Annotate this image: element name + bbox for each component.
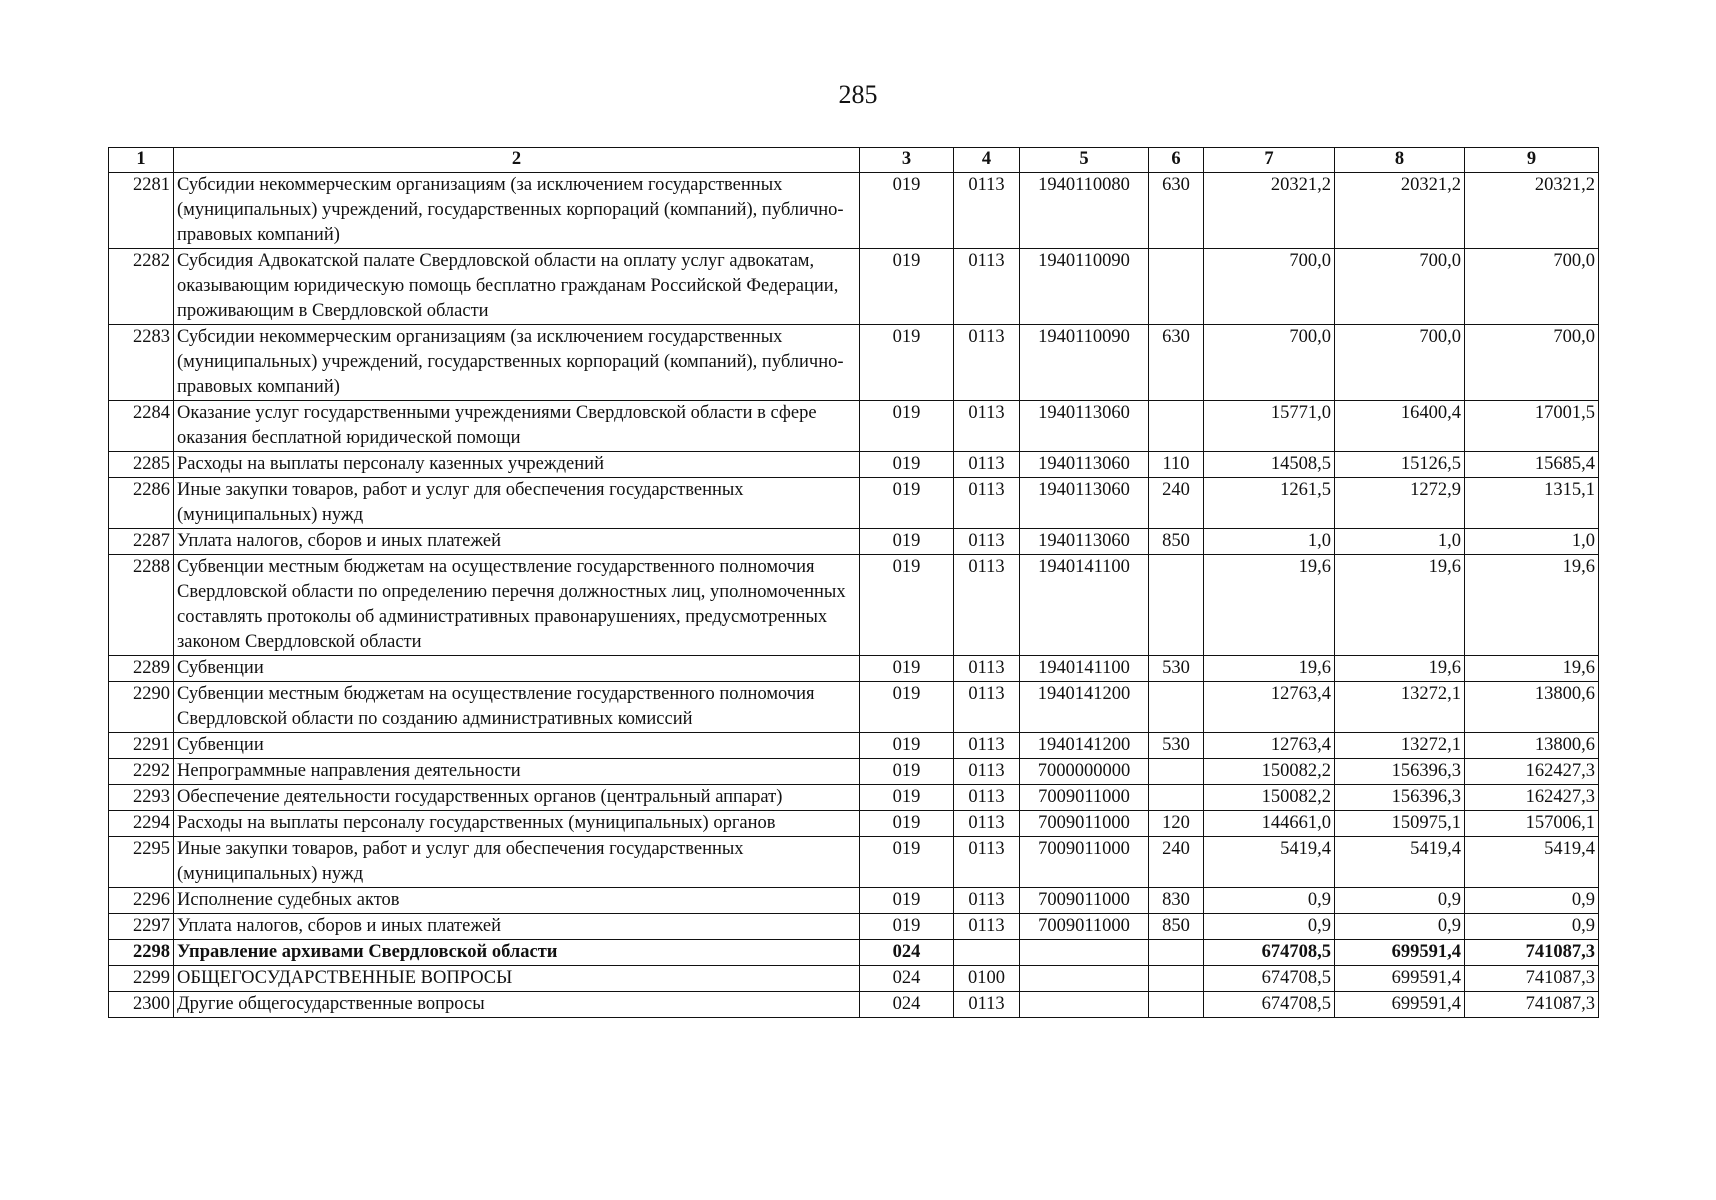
row-number: 2291 (109, 733, 174, 759)
amount-col-9: 162427,3 (1465, 785, 1599, 811)
row-name: Субсидии некоммерческим организациям (за исключением государственных (муниципальных) учреждений, государственных корпораций (компаний), публично-правовых компаний) (174, 173, 860, 249)
row-number: 2290 (109, 682, 174, 733)
row-number: 2299 (109, 966, 174, 992)
budget-table (108, 147, 1599, 1018)
target-article-code: 1940113060 (1020, 478, 1149, 529)
column-header: 4 (954, 148, 1020, 173)
table-row (109, 173, 1599, 249)
section-code: 0113 (954, 785, 1020, 811)
amount-col-9: 17001,5 (1465, 401, 1599, 452)
amount-col-8: 700,0 (1335, 325, 1465, 401)
row-number: 2284 (109, 401, 174, 452)
amount-col-7: 0,9 (1204, 888, 1335, 914)
target-article-code: 1940113060 (1020, 529, 1149, 555)
row-number: 2294 (109, 811, 174, 837)
row-number: 2300 (109, 992, 174, 1018)
table-row (109, 249, 1599, 325)
target-article-code: 1940141200 (1020, 682, 1149, 733)
expense-type-code: 530 (1149, 733, 1204, 759)
expense-type-code (1149, 682, 1204, 733)
column-header: 6 (1149, 148, 1204, 173)
amount-col-8: 20321,2 (1335, 173, 1465, 249)
table-row (109, 966, 1599, 992)
amount-col-9: 741087,3 (1465, 940, 1599, 966)
amount-col-7: 674708,5 (1204, 992, 1335, 1018)
amount-col-8: 16400,4 (1335, 401, 1465, 452)
expense-type-code (1149, 785, 1204, 811)
target-article-code: 1940110090 (1020, 325, 1149, 401)
row-number: 2296 (109, 888, 174, 914)
ministry-code: 019 (860, 555, 954, 656)
target-article-code: 7009011000 (1020, 837, 1149, 888)
ministry-code: 024 (860, 940, 954, 966)
amount-col-9: 0,9 (1465, 914, 1599, 940)
table-row (109, 656, 1599, 682)
ministry-code: 019 (860, 914, 954, 940)
section-code: 0113 (954, 401, 1020, 452)
ministry-code: 019 (860, 173, 954, 249)
expense-type-code (1149, 759, 1204, 785)
row-name: Субсидия Адвокатской палате Свердловской области на оплату услуг адвокатам, оказывающим юридическую помощь бесплатно гражданам Российской Федерации, проживающим в Свердловской области (174, 249, 860, 325)
row-name: Уплата налогов, сборов и иных платежей (174, 914, 860, 940)
expense-type-code (1149, 401, 1204, 452)
row-name: Субвенции местным бюджетам на осуществление государственного полномочия Свердловской области по созданию административных комиссий (174, 682, 860, 733)
target-article-code: 1940110090 (1020, 249, 1149, 325)
table-row (109, 478, 1599, 529)
amount-col-9: 13800,6 (1465, 682, 1599, 733)
amount-col-7: 144661,0 (1204, 811, 1335, 837)
page-number: 285 (838, 80, 878, 109)
expense-type-code: 850 (1149, 529, 1204, 555)
section-code: 0113 (954, 992, 1020, 1018)
amount-col-7: 1261,5 (1204, 478, 1335, 529)
amount-col-8: 1,0 (1335, 529, 1465, 555)
row-name: Управление архивами Свердловской области (174, 940, 860, 966)
ministry-code: 019 (860, 888, 954, 914)
target-article-code: 7000000000 (1020, 759, 1149, 785)
target-article-code: 1940113060 (1020, 452, 1149, 478)
amount-col-8: 15126,5 (1335, 452, 1465, 478)
expense-type-code: 240 (1149, 837, 1204, 888)
section-code: 0113 (954, 478, 1020, 529)
column-header: 8 (1335, 148, 1465, 173)
row-number: 2282 (109, 249, 174, 325)
row-number: 2289 (109, 656, 174, 682)
section-code: 0113 (954, 888, 1020, 914)
amount-col-9: 157006,1 (1465, 811, 1599, 837)
table-row (109, 733, 1599, 759)
amount-col-9: 5419,4 (1465, 837, 1599, 888)
amount-col-9: 741087,3 (1465, 992, 1599, 1018)
ministry-code: 019 (860, 656, 954, 682)
amount-col-9: 15685,4 (1465, 452, 1599, 478)
ministry-code: 019 (860, 811, 954, 837)
table-row (109, 452, 1599, 478)
amount-col-9: 1315,1 (1465, 478, 1599, 529)
row-name: Расходы на выплаты персоналу казенных учреждений (174, 452, 860, 478)
ministry-code: 019 (860, 478, 954, 529)
ministry-code: 019 (860, 733, 954, 759)
row-name: Субвенции (174, 656, 860, 682)
expense-type-code: 120 (1149, 811, 1204, 837)
amount-col-9: 0,9 (1465, 888, 1599, 914)
table-row (109, 811, 1599, 837)
amount-col-9: 700,0 (1465, 249, 1599, 325)
amount-col-8: 5419,4 (1335, 837, 1465, 888)
ministry-code: 019 (860, 759, 954, 785)
amount-col-8: 699591,4 (1335, 992, 1465, 1018)
target-article-code: 1940110080 (1020, 173, 1149, 249)
row-name: Обеспечение деятельности государственных органов (центральный аппарат) (174, 785, 860, 811)
ministry-code: 019 (860, 682, 954, 733)
target-article-code (1020, 940, 1149, 966)
target-article-code: 7009011000 (1020, 888, 1149, 914)
amount-col-7: 12763,4 (1204, 682, 1335, 733)
amount-col-8: 156396,3 (1335, 759, 1465, 785)
table-row (109, 940, 1599, 966)
amount-col-7: 700,0 (1204, 249, 1335, 325)
row-name: Субвенции местным бюджетам на осуществление государственного полномочия Свердловской области по определению перечня должностных лиц, уполномоченных составлять протоколы об административных правонарушениях, предусмотренных законом Свердловской области (174, 555, 860, 656)
amount-col-7: 1,0 (1204, 529, 1335, 555)
amount-col-9: 1,0 (1465, 529, 1599, 555)
amount-col-7: 0,9 (1204, 914, 1335, 940)
target-article-code: 1940141100 (1020, 555, 1149, 656)
expense-type-code: 240 (1149, 478, 1204, 529)
ministry-code: 019 (860, 452, 954, 478)
row-name: Непрограммные направления деятельности (174, 759, 860, 785)
section-code: 0113 (954, 529, 1020, 555)
amount-col-8: 0,9 (1335, 914, 1465, 940)
expense-type-code: 630 (1149, 325, 1204, 401)
amount-col-8: 700,0 (1335, 249, 1465, 325)
row-name: Исполнение судебных актов (174, 888, 860, 914)
amount-col-9: 741087,3 (1465, 966, 1599, 992)
column-header: 5 (1020, 148, 1149, 173)
amount-col-7: 19,6 (1204, 555, 1335, 656)
row-name: Уплата налогов, сборов и иных платежей (174, 529, 860, 555)
section-code: 0100 (954, 966, 1020, 992)
table-row (109, 325, 1599, 401)
amount-col-7: 150082,2 (1204, 759, 1335, 785)
expense-type-code: 530 (1149, 656, 1204, 682)
row-name: Субвенции (174, 733, 860, 759)
amount-col-8: 13272,1 (1335, 733, 1465, 759)
row-name: ОБЩЕГОСУДАРСТВЕННЫЕ ВОПРОСЫ (174, 966, 860, 992)
row-name: Оказание услуг государственными учреждениями Свердловской области в сфере оказания бесплатной юридической помощи (174, 401, 860, 452)
ministry-code: 019 (860, 837, 954, 888)
target-article-code: 1940141200 (1020, 733, 1149, 759)
amount-col-8: 1272,9 (1335, 478, 1465, 529)
ministry-code: 024 (860, 966, 954, 992)
amount-col-9: 20321,2 (1465, 173, 1599, 249)
section-code: 0113 (954, 914, 1020, 940)
row-number: 2285 (109, 452, 174, 478)
amount-col-9: 162427,3 (1465, 759, 1599, 785)
amount-col-8: 699591,4 (1335, 940, 1465, 966)
amount-col-8: 156396,3 (1335, 785, 1465, 811)
ministry-code: 019 (860, 401, 954, 452)
amount-col-7: 12763,4 (1204, 733, 1335, 759)
row-number: 2283 (109, 325, 174, 401)
amount-col-8: 19,6 (1335, 656, 1465, 682)
column-header: 3 (860, 148, 954, 173)
table-row (109, 914, 1599, 940)
expense-type-code: 630 (1149, 173, 1204, 249)
table-row (109, 401, 1599, 452)
amount-col-9: 19,6 (1465, 656, 1599, 682)
expense-type-code: 850 (1149, 914, 1204, 940)
table-row (109, 555, 1599, 656)
ministry-code: 024 (860, 992, 954, 1018)
column-header: 9 (1465, 148, 1599, 173)
target-article-code: 7009011000 (1020, 785, 1149, 811)
row-number: 2295 (109, 837, 174, 888)
amount-col-7: 19,6 (1204, 656, 1335, 682)
expense-type-code (1149, 966, 1204, 992)
row-name: Иные закупки товаров, работ и услуг для обеспечения государственных (муниципальных) нужд (174, 837, 860, 888)
amount-col-8: 13272,1 (1335, 682, 1465, 733)
amount-col-9: 700,0 (1465, 325, 1599, 401)
section-code: 0113 (954, 249, 1020, 325)
expense-type-code (1149, 940, 1204, 966)
amount-col-7: 700,0 (1204, 325, 1335, 401)
amount-col-7: 674708,5 (1204, 966, 1335, 992)
section-code: 0113 (954, 656, 1020, 682)
section-code: 0113 (954, 811, 1020, 837)
table-header-row (109, 148, 1599, 173)
amount-col-8: 0,9 (1335, 888, 1465, 914)
target-article-code: 1940141100 (1020, 656, 1149, 682)
row-name: Другие общегосударственные вопросы (174, 992, 860, 1018)
amount-col-8: 19,6 (1335, 555, 1465, 656)
target-article-code (1020, 966, 1149, 992)
amount-col-7: 5419,4 (1204, 837, 1335, 888)
ministry-code: 019 (860, 325, 954, 401)
row-number: 2286 (109, 478, 174, 529)
section-code: 0113 (954, 733, 1020, 759)
amount-col-9: 19,6 (1465, 555, 1599, 656)
row-number: 2281 (109, 173, 174, 249)
table-row (109, 759, 1599, 785)
section-code (954, 940, 1020, 966)
row-name: Субсидии некоммерческим организациям (за исключением государственных (муниципальных) учреждений, государственных корпораций (компаний), публично-правовых компаний) (174, 325, 860, 401)
table-row (109, 682, 1599, 733)
section-code: 0113 (954, 837, 1020, 888)
amount-col-8: 699591,4 (1335, 966, 1465, 992)
expense-type-code (1149, 992, 1204, 1018)
amount-col-7: 14508,5 (1204, 452, 1335, 478)
section-code: 0113 (954, 325, 1020, 401)
amount-col-9: 13800,6 (1465, 733, 1599, 759)
target-article-code: 7009011000 (1020, 914, 1149, 940)
row-name: Иные закупки товаров, работ и услуг для обеспечения государственных (муниципальных) нужд (174, 478, 860, 529)
expense-type-code: 830 (1149, 888, 1204, 914)
row-name: Расходы на выплаты персоналу государственных (муниципальных) органов (174, 811, 860, 837)
section-code: 0113 (954, 682, 1020, 733)
row-number: 2293 (109, 785, 174, 811)
column-header: 1 (109, 148, 174, 173)
target-article-code: 7009011000 (1020, 811, 1149, 837)
section-code: 0113 (954, 759, 1020, 785)
section-code: 0113 (954, 173, 1020, 249)
expense-type-code (1149, 555, 1204, 656)
row-number: 2297 (109, 914, 174, 940)
row-number: 2298 (109, 940, 174, 966)
ministry-code: 019 (860, 529, 954, 555)
table-row (109, 992, 1599, 1018)
target-article-code: 1940113060 (1020, 401, 1149, 452)
row-number: 2288 (109, 555, 174, 656)
amount-col-8: 150975,1 (1335, 811, 1465, 837)
table-body (109, 173, 1599, 1018)
table-row (109, 785, 1599, 811)
table-row (109, 837, 1599, 888)
amount-col-7: 15771,0 (1204, 401, 1335, 452)
ministry-code: 019 (860, 249, 954, 325)
row-number: 2287 (109, 529, 174, 555)
ministry-code: 019 (860, 785, 954, 811)
column-header: 7 (1204, 148, 1335, 173)
section-code: 0113 (954, 555, 1020, 656)
expense-type-code (1149, 249, 1204, 325)
table-row (109, 529, 1599, 555)
table-row (109, 888, 1599, 914)
amount-col-7: 20321,2 (1204, 173, 1335, 249)
column-header: 2 (174, 148, 860, 173)
amount-col-7: 674708,5 (1204, 940, 1335, 966)
expense-type-code: 110 (1149, 452, 1204, 478)
target-article-code (1020, 992, 1149, 1018)
amount-col-7: 150082,2 (1204, 785, 1335, 811)
section-code: 0113 (954, 452, 1020, 478)
row-number: 2292 (109, 759, 174, 785)
